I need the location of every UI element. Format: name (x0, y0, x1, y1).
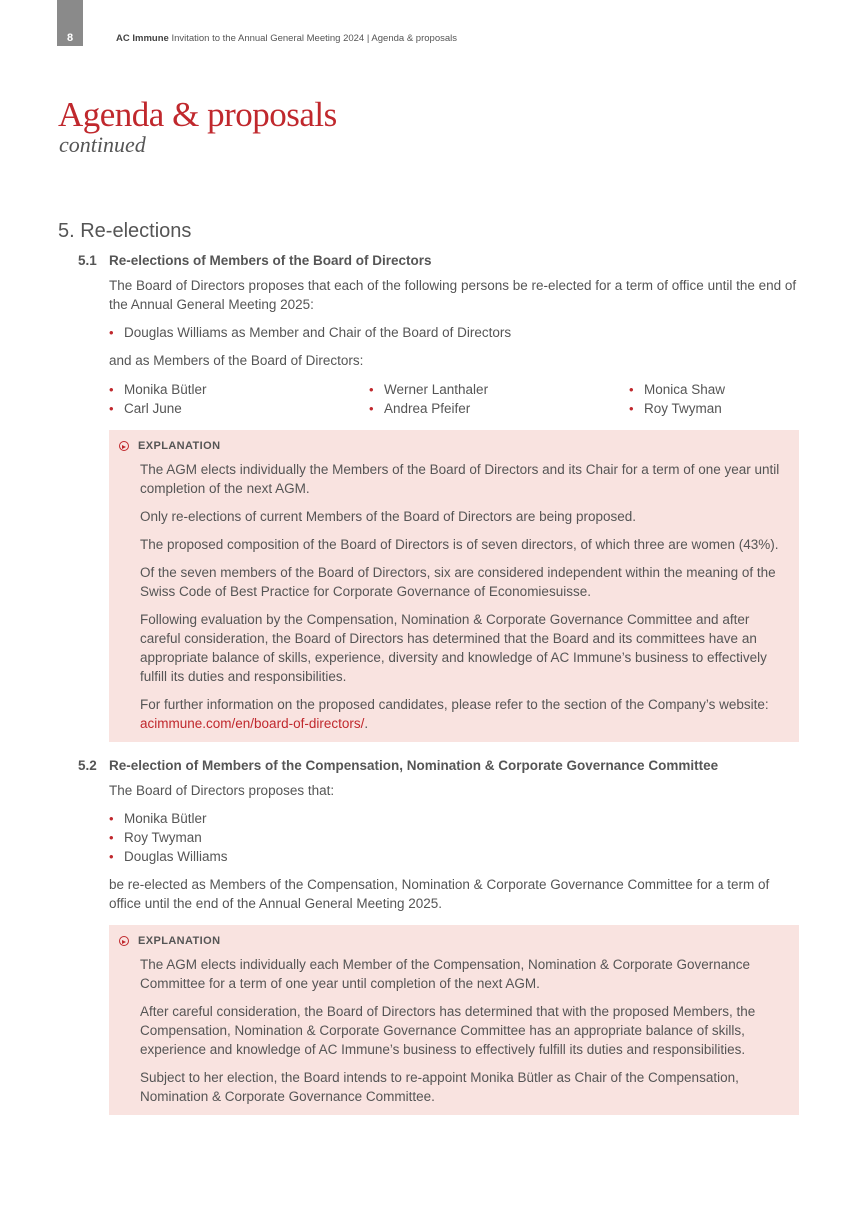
subsection-title: Re-election of Members of the Compensation, Nomination & Corporate Governance Committee (109, 758, 719, 773)
s52-members-list (109, 809, 801, 866)
header-text: Invitation to the Annual General Meeting 2024 | Agenda & proposals (171, 33, 457, 44)
explanation-body (140, 955, 785, 1115)
explanation-last-text: For further information on the proposed candidates, please refer to the section of the Company’s website: (140, 697, 769, 712)
members-column-3 (629, 380, 799, 418)
subsection-number: 5.2 (78, 758, 97, 773)
list-item: • Roy Twyman (109, 828, 801, 847)
subsection-number: 5.1 (78, 253, 97, 268)
explanation-box-5-2 (109, 925, 799, 1115)
section-heading: 5. Re-elections (58, 220, 192, 242)
arrow-circle-icon (119, 936, 129, 946)
list-item: • Werner Lanthaler (369, 380, 629, 399)
subsection-5-2-heading (78, 758, 718, 773)
board-of-directors-link[interactable]: acimmune.com/en/board-of-directors/ (140, 716, 365, 731)
subsection-title: Re-elections of Members of the Board of Directors (109, 253, 432, 268)
subsection-5-1-heading (78, 253, 432, 268)
explanation-paragraph: After careful consideration, the Board of Directors has determined that with the proposed Members, the Compensation, Nomination & Corporate Governance Committee has an appropriate balance of skills, experience and knowledge of AC Immune’s business to effectively fulfill its duties and responsibilities. (140, 1004, 756, 1057)
page-number: 8 (66, 32, 74, 44)
s52-outro: be re-elected as Members of the Compensation, Nomination & Corporate Governance Committee for a term of office until the end of the Annual General Meeting 2025. (109, 877, 770, 911)
s51-members-intro: and as Members of the Board of Directors: (109, 353, 364, 368)
header-brand: AC Immune (116, 33, 169, 44)
members-column-1 (109, 380, 369, 418)
s51-chair-list (109, 323, 801, 342)
members-column-2 (369, 380, 629, 418)
s51-intro: The Board of Directors proposes that each of the following persons be re-elected for a term of office until the end of the Annual General Meeting 2025: (109, 278, 797, 312)
list-item: • Monica Shaw (629, 380, 799, 399)
list-item: • Douglas Williams as Member and Chair of the Board of Directors (109, 323, 801, 342)
list-item: • Monika Bütler (109, 809, 801, 828)
explanation-paragraph (140, 695, 785, 733)
explanation-label: EXPLANATION (138, 935, 221, 947)
page-title: Agenda & proposals (58, 95, 337, 134)
explanation-label: EXPLANATION (138, 440, 221, 452)
list-item: • Roy Twyman (629, 399, 799, 418)
explanation-paragraph: Only re-elections of current Members of the Board of Directors are being proposed. (140, 509, 636, 524)
arrow-circle-icon (119, 441, 129, 451)
explanation-paragraph: Following evaluation by the Compensation, Nomination & Corporate Governance Committee and after careful consideration, the Board of Directors has determined that the Board and its committees have an appropriate balance of skills, experience, diversity and knowledge of AC Immune’s business to effectively fulfill its duties and responsibilities. (140, 612, 767, 684)
list-item: • Douglas Williams (109, 847, 801, 866)
explanation-paragraph: The proposed composition of the Board of Directors is of seven directors, of which three are women (43%). (140, 537, 779, 552)
explanation-paragraph: Subject to her election, the Board intends to re-appoint Monika Bütler as Chair of the Compensation, Nomination & Corporate Governance Committee. (140, 1070, 739, 1104)
s52-intro: The Board of Directors proposes that: (109, 783, 335, 798)
explanation-paragraph: Of the seven members of the Board of Directors, six are considered independent within the meaning of the Swiss Code of Best Practice for Corporate Governance of Economiesuisse. (140, 565, 776, 599)
explanation-box-5-1 (109, 430, 799, 742)
s51-members-columns (109, 380, 799, 418)
explanation-paragraph: The AGM elects individually the Members of the Board of Directors and its Chair for a term of one year until completion of the next AGM. (140, 462, 780, 496)
list-item: • Monika Bütler (109, 380, 369, 399)
explanation-header (119, 935, 220, 947)
explanation-header (119, 440, 220, 452)
running-header (116, 33, 457, 44)
page-number-tab (57, 0, 83, 46)
link-suffix: . (364, 716, 369, 731)
page-subtitle: continued (59, 132, 146, 157)
explanation-body (140, 460, 785, 742)
explanation-paragraph: The AGM elects individually each Member of the Compensation, Nomination & Corporate Governance Committee for a term of one year until completion of the next AGM. (140, 957, 751, 991)
list-item: • Andrea Pfeifer (369, 399, 629, 418)
list-item: • Carl June (109, 399, 369, 418)
